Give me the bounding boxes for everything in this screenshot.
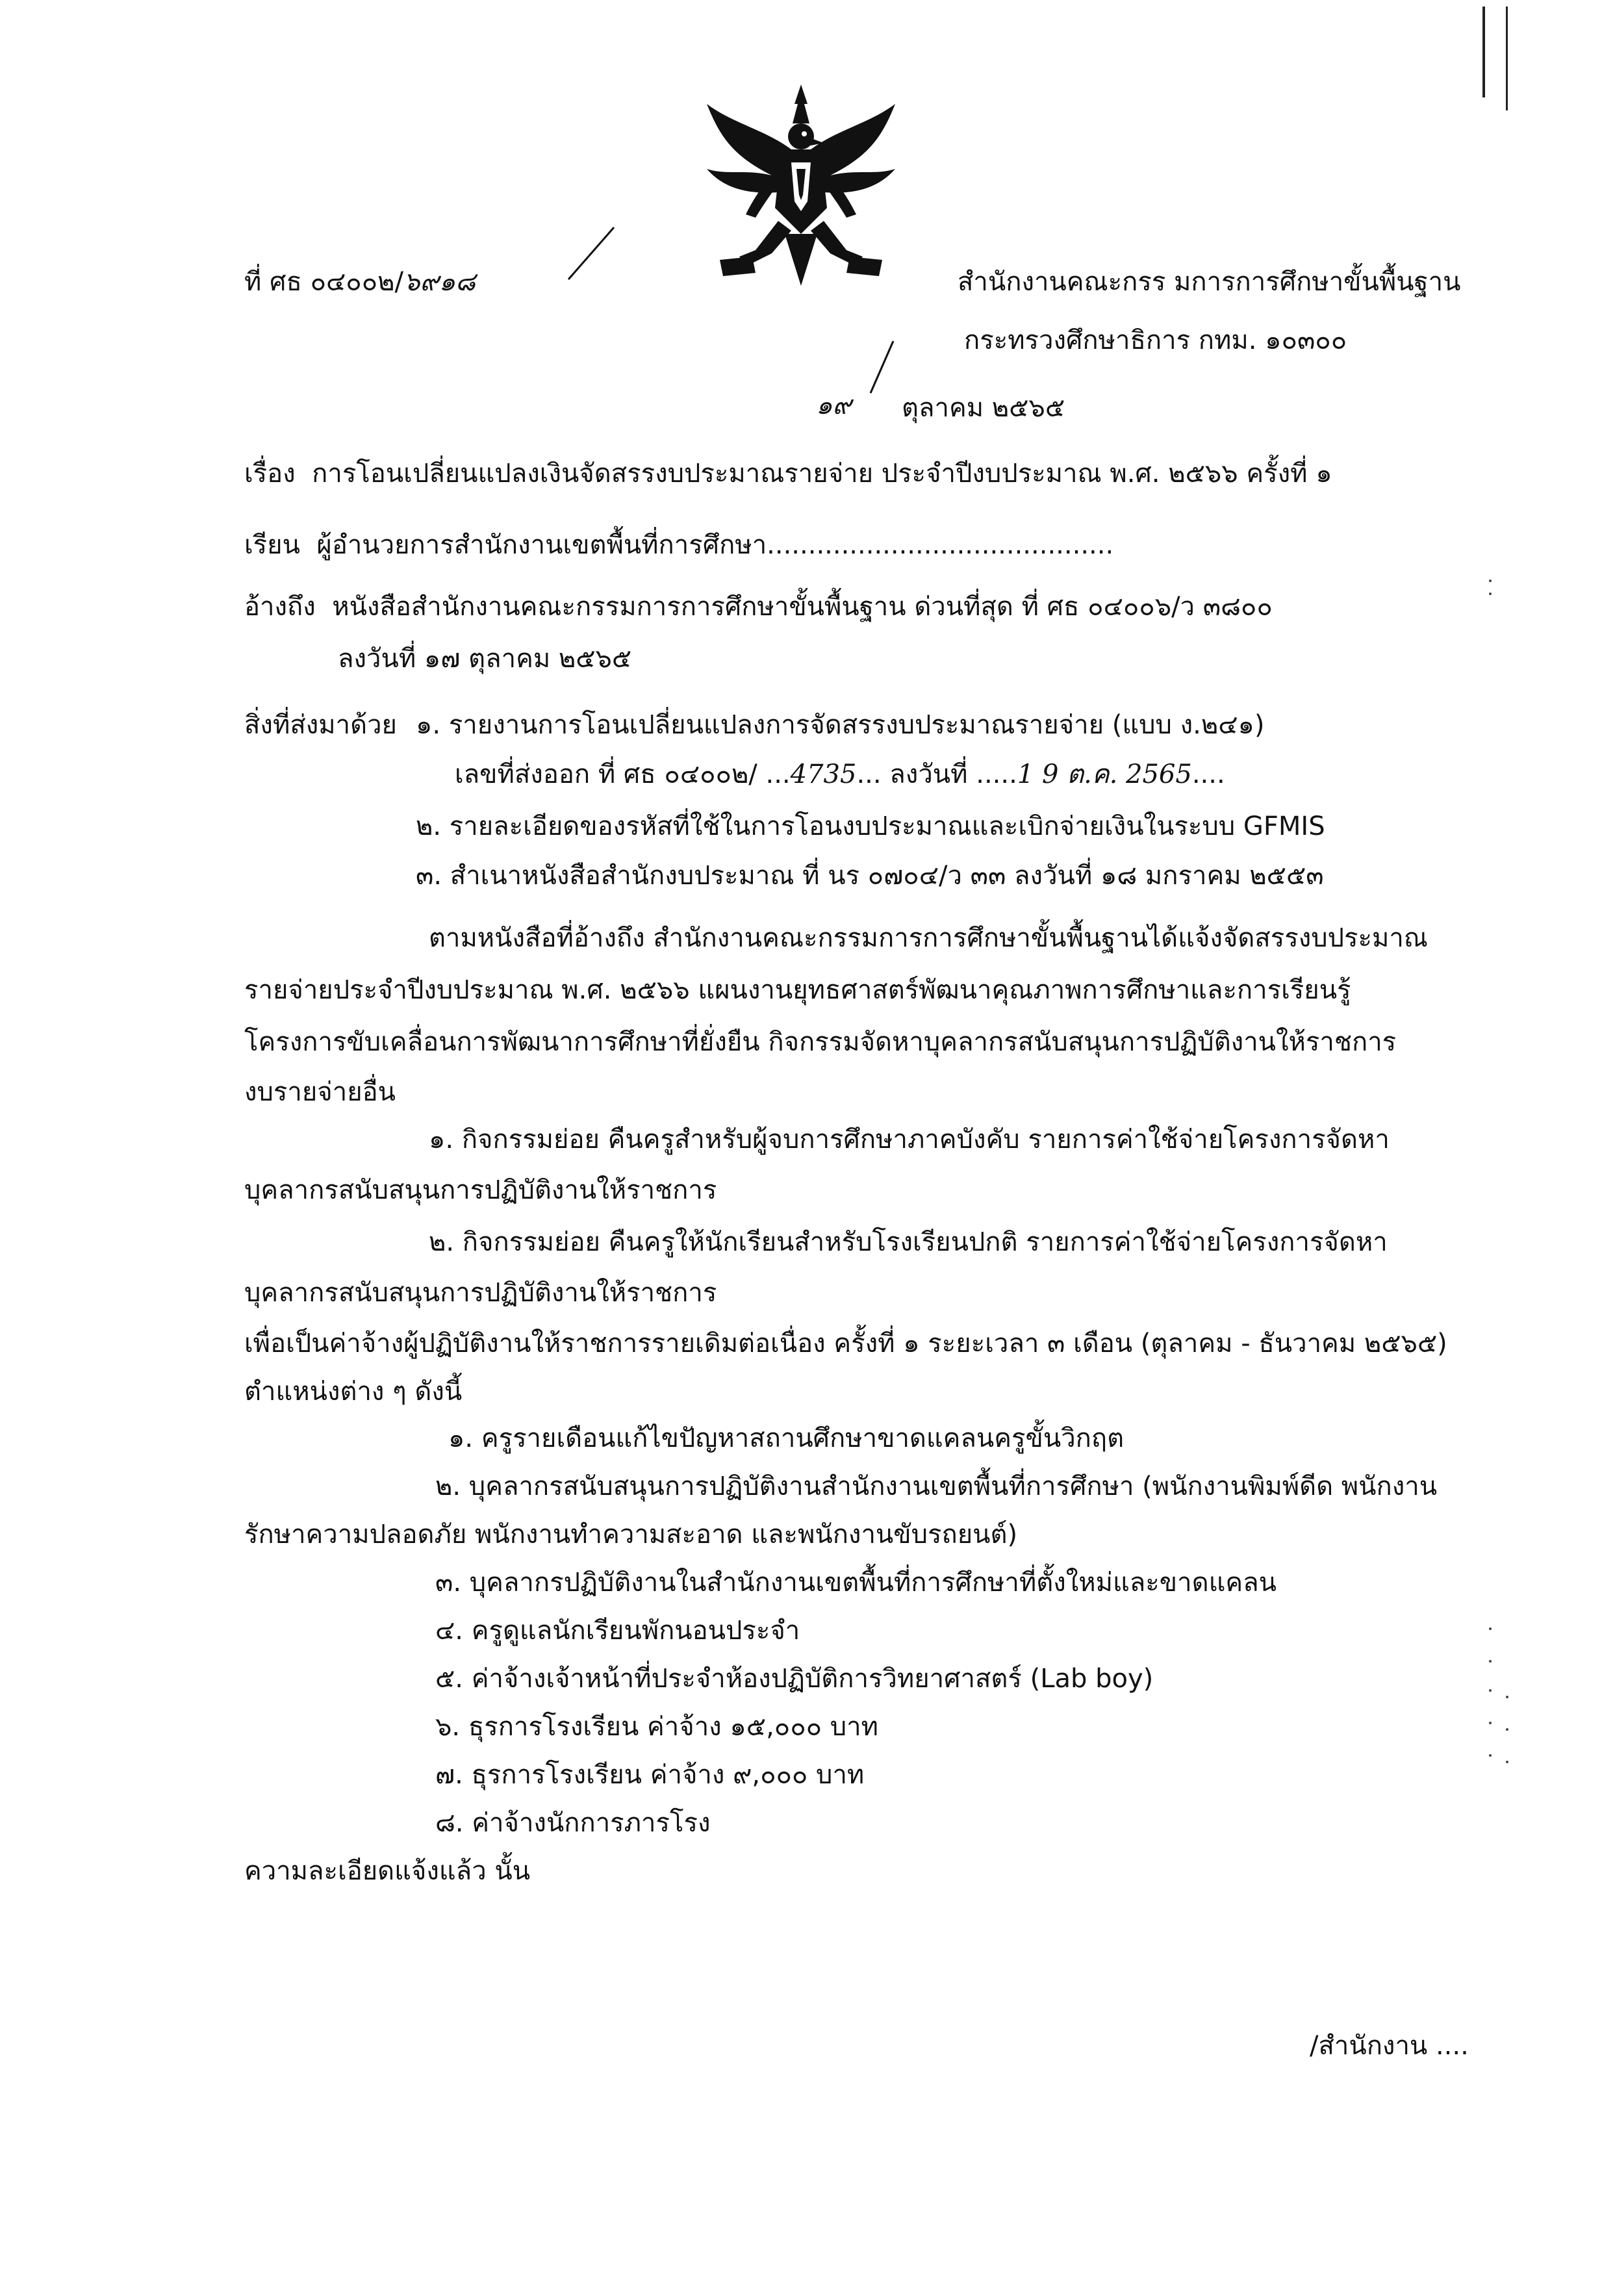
handwritten-date-stroke	[864, 338, 903, 396]
enclosure-1: ๑. รายงานการโอนเปลี่ยนแปลงการจัดสรรงบประมาณรายจ่าย (แบบ ง.๒๔๑)	[416, 710, 1265, 740]
subject-label: เรื่อง	[244, 459, 296, 489]
list-item: ๒. บุคลากรสนับสนุนการปฏิบัติงานสำนักงานเขตพื้นที่การศึกษา (พนักงานพิมพ์ดีด พนักงาน	[435, 1472, 1438, 1501]
ref-label: อ้างถึง	[244, 592, 316, 622]
scan-artifact-dot	[1489, 1689, 1492, 1692]
scan-artifact-dot	[1489, 1722, 1492, 1724]
list-item: ๑. ครูรายเดือนแก้ไขปัญหาสถานศึกษาขาดแคลนครูขั้นวิกฤต	[448, 1423, 1125, 1453]
scan-artifact-line	[1506, 6, 1508, 110]
list-item: ๓. บุคลากรปฏิบัติงานในสำนักงานเขตพื้นที่การศึกษาที่ตั้งใหม่และขาดแคลน	[435, 1568, 1277, 1598]
reference-line	[244, 591, 1273, 622]
page-continuation: /สำนักงาน ....	[1310, 2031, 1469, 2061]
scan-artifact-dot	[1489, 1660, 1492, 1663]
scan-artifact-dot	[1489, 1627, 1492, 1630]
doc-ref-number-handwritten: ๖๙๑๘	[403, 267, 476, 297]
list-item: ๘. ค่าจ้างนักการภารโรง	[435, 1808, 711, 1838]
scan-artifact-dot	[1489, 580, 1492, 582]
scan-artifact-line	[1482, 6, 1485, 97]
scan-artifact-dot	[1506, 1728, 1508, 1731]
para1-line4: งบรายจ่ายอื่น	[244, 1077, 396, 1107]
list-item: ๗. ธุรการโรงเรียน ค่าจ้าง ๙,๐๐๐ บาท	[435, 1760, 865, 1790]
list-item: ๕. ค่าจ้างเจ้าหน้าที่ประจำห้องปฏิบัติการวิทยาศาสตร์ (Lab boy)	[435, 1664, 1154, 1694]
enclosure-1-date-suffix: ....	[1191, 759, 1225, 789]
list-item: ๔. ครูดูแลนักเรียนพักนอนประจำ	[435, 1616, 800, 1646]
ref-text-1: หนังสือสำนักงานคณะกรรมการการศึกษาขั้นพื้นฐาน ด่วนที่สุด ที่ ศธ ๐๔๐๐๖/ว ๓๘๐๐	[332, 592, 1273, 622]
enclosure-2: ๒. รายละเอียดของรหัสที่ใช้ในการโอนงบประมาณและเบิกจ่ายเงินในระบบ GFMIS	[416, 811, 1325, 841]
enclosure-1-ref-prefix: เลขที่ส่งออก ที่ ศธ ๐๔๐๐๒/ ...	[455, 759, 791, 789]
para1-line1: ตามหนังสือที่อ้างถึง สำนักงานคณะกรรมการการศึกษาขั้นพื้นฐานได้แจ้งจัดสรรงบประมาณ	[429, 923, 1428, 953]
sub-activity-2-line1: ๒. กิจกรรมย่อย คืนครูให้นักเรียนสำหรับโรงเรียนปกติ รายการค่าใช้จ่ายโครงการจัดหา	[429, 1227, 1388, 1257]
agency-name: สำนักงานคณะกรร มการการศึกษาขั้นพื้นฐาน	[958, 267, 1461, 297]
purpose-line1: เพื่อเป็นค่าจ้างผู้ปฏิบัติงานให้ราชการรายเดิมต่อเนื่อง ครั้งที่ ๑ ระยะเวลา ๓ เดือน (ตุลาคม - ธันวาคม ๒๕๖๕)	[244, 1329, 1447, 1358]
document-reference	[244, 266, 476, 298]
ref-text-2: ลงวันที่ ๑๗ ตุลาคม ๒๕๖๕	[338, 644, 632, 674]
scan-artifact-dot	[1506, 1696, 1508, 1698]
to-label: เรียน	[244, 530, 300, 560]
enclosure-3: ๓. สำเนาหนังสือสำนักงบประมาณ ที่ นร ๐๗๐๔/ว ๓๓ ลงวันที่ ๑๘ มกราคม ๒๕๕๓	[416, 861, 1324, 891]
to-text: ผู้อำนวยการสำนักงานเขตพื้นที่การศึกษา..........................................	[316, 530, 1114, 560]
para1-line3: โครงการขับเคลื่อนการพัฒนาการศึกษาที่ยั่งยืน กิจกรรมจัดหาบุคลากรสนับสนุนการปฏิบัติงานให้ราชการ	[244, 1027, 1397, 1057]
enclosures-label: สิ่งที่ส่งมาด้วย	[244, 710, 397, 740]
para1-line2: รายจ่ายประจำปีงบประมาณ พ.ศ. ๒๕๖๖ แผนงานยุทธศาสตร์พัฒนาคุณภาพการศึกษาและการเรียนรู้	[244, 975, 1351, 1005]
date-day-handwritten: ๑๙	[816, 390, 852, 420]
enclosure-1-date-prefix: ... ลงวันที่ .....	[856, 759, 1017, 789]
enclosure-1-reference	[455, 759, 1225, 790]
addressee-line	[244, 529, 1113, 561]
enclosure-1-ref-number: 4735	[790, 759, 857, 789]
date-month-year: ตุลาคม ๒๕๖๕	[902, 393, 1065, 423]
sub-activity-2-line2: บุคลากรสนับสนุนการปฏิบัติงานให้ราชการ	[244, 1278, 717, 1308]
handwritten-slash-mark	[565, 224, 617, 283]
enclosure-1-date-stamp: 1 9 ต.ค. 2565	[1017, 759, 1192, 789]
list-item: ๖. ธุรการโรงเรียน ค่าจ้าง ๑๕,๐๐๐ บาท	[435, 1712, 878, 1742]
scan-artifact-dot	[1489, 1754, 1492, 1757]
scan-artifact-dot	[1489, 593, 1492, 595]
scan-artifact-dot	[1506, 1761, 1508, 1763]
purpose-line2: ตำแหน่งต่าง ๆ ดังนี้	[244, 1377, 463, 1407]
list-item: รักษาความปลอดภัย พนักงานทำความสะอาด และพนักงานขับรถยนต์)	[244, 1520, 1018, 1550]
closing-text: ความละเอียดแจ้งแล้ว นั้น	[244, 1856, 531, 1886]
sub-activity-1-line1: ๑. กิจกรรมย่อย คืนครูสำหรับผู้จบการศึกษาภาคบังคับ รายการค่าใช้จ่ายโครงการจัดหา	[429, 1125, 1390, 1154]
subject-text: การโอนเปลี่ยนแปลงเงินจัดสรรงบประมาณรายจ่าย ประจำปีงบประมาณ พ.ศ. ๒๕๖๖ ครั้งที่ ๑	[312, 459, 1332, 489]
doc-ref-label: ที่ ศธ ๐๔๐๐๒/	[244, 267, 403, 297]
agency-address: กระทรวงศึกษาธิการ กทม. ๑๐๓๐๐	[964, 325, 1347, 355]
sub-activity-1-line2: บุคลากรสนับสนุนการปฏิบัติงานให้ราชการ	[244, 1175, 717, 1205]
subject-line	[244, 458, 1332, 489]
